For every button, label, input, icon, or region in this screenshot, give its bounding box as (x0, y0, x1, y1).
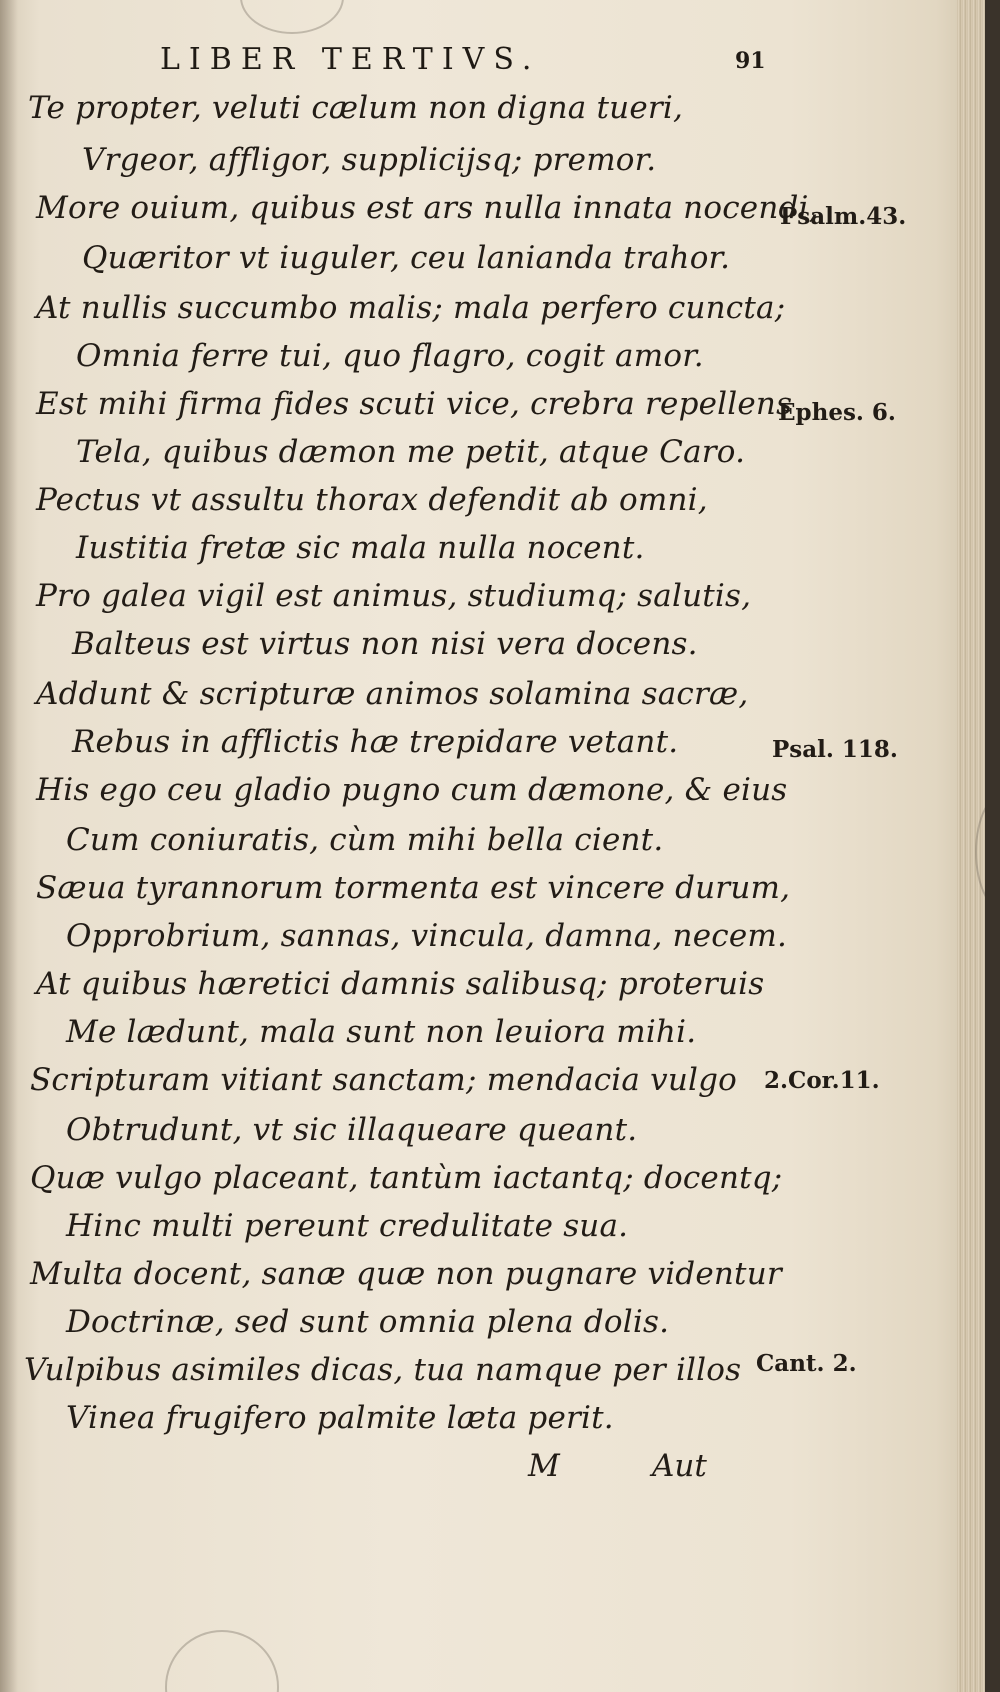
verse-line-11: Pro galea vigil est animus, studiumq; salutis, (36, 578, 752, 614)
folio-number: 91 (735, 48, 766, 74)
verse-line-10: Iustitia fretæ sic mala nulla nocent. (76, 530, 645, 566)
verse-line-16: Cum coniuratis, cùm mihi bella cient. (66, 822, 664, 858)
marginal-note-psalm-43: Psalm.43. (780, 203, 907, 230)
marginal-note-cant-2: Cant. 2. (756, 1350, 857, 1377)
verse-line-4: Quæritor vt iuguler, ceu lanianda trahor. (82, 240, 731, 276)
verse-line-21: Scripturam vitiant sanctam; mendacia vulgo (30, 1062, 738, 1098)
clip-mark-top (240, 0, 344, 34)
verse-line-2: Vrgeor, affligor, supplicijsq; premor. (82, 142, 657, 178)
clip-mark-bottom (165, 1630, 279, 1692)
verse-line-22: Obtrudunt, vt sic illaqueare queant. (66, 1112, 638, 1148)
running-head: LIBER TERTIVS. (160, 42, 541, 77)
verse-line-12: Balteus est virtus non nisi vera docens. (72, 626, 698, 662)
marginal-note-psal-118: Psal. 118. (772, 736, 898, 763)
signature-mark: M (528, 1448, 560, 1484)
marginal-note-ephes-6: Ephes. 6. (778, 399, 896, 426)
verse-line-18: Opprobrium, sannas, vincula, damna, necem. (66, 918, 788, 954)
verse-line-25: Multa docent, sanæ quæ non pugnare videntur (30, 1256, 782, 1292)
verse-line-6: Omnia ferre tui, quo flagro, cogit amor. (76, 338, 704, 374)
verse-line-28: Vinea frugifero palmite læta perit. (66, 1400, 614, 1436)
verse-line-5: At nullis succumbo malis; mala perfero cuncta; (36, 290, 786, 326)
verse-line-1: Te propter, veluti cælum non digna tueri, (28, 90, 684, 126)
verse-line-14: Rebus in afflictis hæ trepidare vetant. (72, 724, 679, 760)
verse-line-7: Est mihi firma fides scuti vice, crebra repellens (36, 386, 793, 422)
verse-line-27: Vulpibus asimiles dicas, tua namque per illos (24, 1352, 742, 1388)
verse-line-15: His ego ceu gladio pugno cum dæmone, & eius (36, 772, 788, 808)
verse-line-3: More ouium, quibus est ars nulla innata nocendi, (36, 190, 819, 226)
verse-line-9: Pectus vt assultu thorax defendit ab omni, (36, 482, 708, 518)
verse-line-23: Quæ vulgo placeant, tantùm iactantq; docentq; (30, 1160, 783, 1196)
verse-line-24: Hinc multi pereunt credulitate sua. (66, 1208, 629, 1244)
gutter-shadow (0, 0, 18, 1692)
verse-line-13: Addunt & scripturæ animos solamina sacræ, (36, 676, 749, 712)
catchword: Aut (652, 1448, 707, 1484)
marginal-note-2-cor-11: 2.Cor.11. (764, 1067, 880, 1094)
verse-line-19: At quibus hæretici damnis salibusq; proteruis (36, 966, 765, 1002)
verse-line-8: Tela, quibus dæmon me petit, atque Caro. (76, 434, 746, 470)
verse-line-26: Doctrinæ, sed sunt omnia plena dolis. (66, 1304, 670, 1340)
verse-line-17: Sæua tyrannorum tormenta est vincere durum, (36, 870, 791, 906)
verse-line-20: Me lædunt, mala sunt non leuiora mihi. (66, 1014, 697, 1050)
